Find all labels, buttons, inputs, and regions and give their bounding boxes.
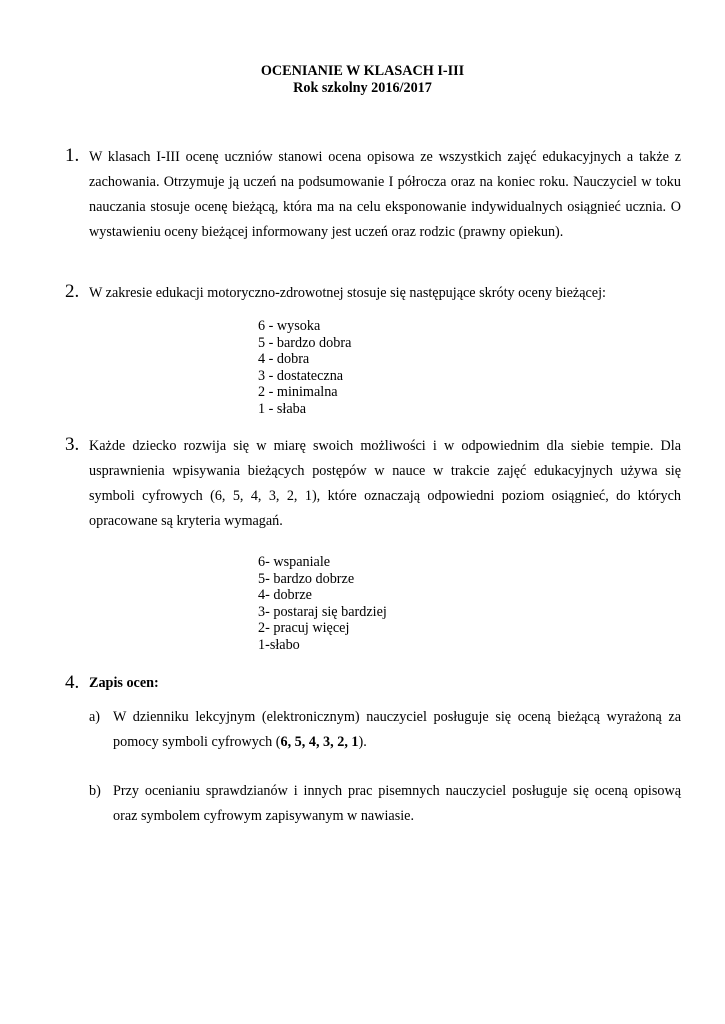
text-run: Przy ocenianiu sprawdzianów i innych prac pisemnych nauczyciel posługuje się oceną opisową oraz symbolem cyfrowym zapisywanym w nawiasie.	[113, 783, 681, 824]
subitem-text	[113, 705, 681, 755]
grade-list	[258, 318, 351, 418]
section-text	[89, 434, 681, 534]
section-text	[89, 145, 681, 245]
list-item: 3 - dostateczna	[258, 367, 344, 384]
paragraph: Każde dziecko rozwija się w miarę swoich możliwości i w odpowiednim dla siebie tempie. Dla usprawnienia wpisywania bieżących postępów w nauce w trakcie zajęć edukacyjnych używa się symboli cyfrowych (6, 5, 4, 3, 2, 1), które oznaczają odpowiedni poziom osiągnieć, do których opracowane są kryteria wymagań.	[89, 438, 681, 529]
list-item: 2 - minimalna	[258, 384, 338, 401]
section-text	[89, 281, 681, 306]
section-number: 3.	[65, 434, 80, 455]
paragraph: W klasach I-III ocenę uczniów stanowi ocena opisowa ze wszystkich zajęć edukacyjnych a także z zachowania. Otrzymuje ją uczeń na podsumowanie I półrocza oraz na koniec roku. Nauczyciel w toku nauczania stosuje ocenę bieżącą, która ma na celu eksponowanie indywidualnych osiągnieć ucznia. O wystawieniu oceny bieżącej informowany jest uczeń oraz rodzic (prawny opiekun).	[89, 149, 681, 240]
paragraph: W zakresie edukacji motoryczno-zdrowotnej stosuje się następujące skróty oceny bieżącej:	[89, 285, 606, 301]
text-run: W dzienniku lekcyjnym (elektronicznym) nauczyciel posługuje się oceną bieżącą wyrażoną za pomocy symboli cyfrowych (	[113, 709, 681, 750]
subitem-text	[113, 779, 681, 829]
subitem-label: a)	[89, 709, 101, 725]
list-item: 3- postaraj się bardziej	[258, 603, 387, 620]
list-item: 2- pracuj więcej	[258, 620, 350, 637]
subitem-label: b)	[89, 783, 101, 799]
list-item: 1 - słaba	[258, 400, 307, 417]
list-item: 5 - bardzo dobra	[258, 334, 352, 351]
section-number: 4.	[65, 672, 80, 693]
text-run: ).	[358, 734, 367, 750]
bold-symbols: 6, 5, 4, 3, 2, 1	[280, 734, 359, 750]
list-item: 4 - dobra	[258, 351, 310, 368]
list-item: 5- bardzo dobrze	[258, 570, 355, 587]
section-heading: Zapis ocen:	[89, 675, 159, 691]
list-item: 6- wspaniale	[258, 554, 331, 570]
list-item: 1-słabo	[258, 636, 300, 653]
list-item: 6 - wysoka	[258, 318, 321, 334]
document-title: OCENIANIE W KLASACH I-III	[260, 63, 465, 79]
section-number: 2.	[65, 281, 80, 302]
document-subtitle: Rok szkolny 2016/2017	[293, 80, 432, 96]
list-item: 4- dobrze	[258, 587, 312, 604]
symbol-list	[258, 554, 387, 654]
section-number: 1.	[65, 145, 80, 166]
